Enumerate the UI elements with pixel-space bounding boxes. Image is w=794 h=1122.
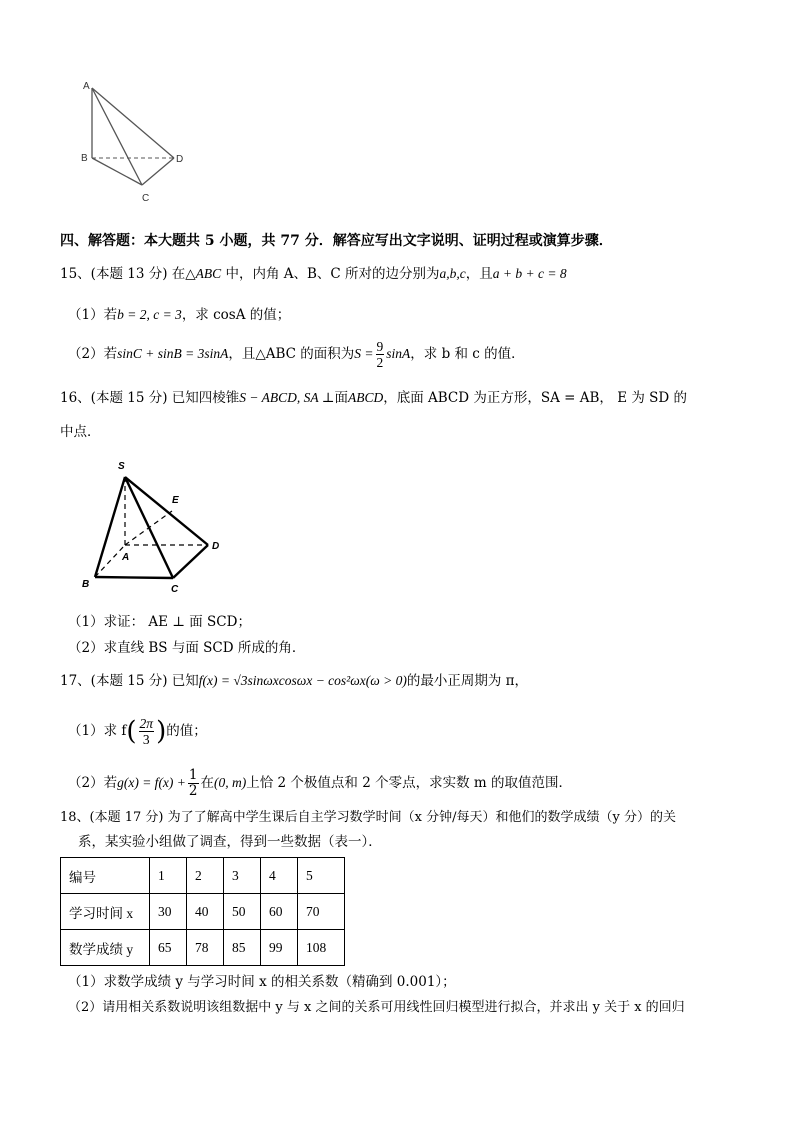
table-cell: 学习时间 x [61,894,150,930]
section-heading: 四、解答题：本大题共 5 小题，共 77 分．解答应写出文字说明、证明过程或演算步骤． [60,233,613,249]
q18-stem-line1: 18、(本题 17 分) 为了了解高中学生课后自主学习数学时间（x 分钟/每天）和他们的数学成绩（y 分）的关 [60,810,676,825]
q18-part2: （2）请用相关系数说明该组数据中 y 与 x 之间的关系可用线性回归模型进行拟合，并求出 y 关于 x 的回归 [68,1000,685,1015]
q17-stem: 17、(本题 15 分) 已知f(x) = √3sinωxcosωx − cos²ωx(ω > 0)的最小正周期为 π， [60,673,529,689]
table-cell: 85 [224,930,261,966]
label-B: B [81,153,88,164]
label-C: C [171,584,179,595]
q18-stem-line2: 系，某实验小组做了调查，得到一些数据（表一）． [78,834,382,850]
q17-part1: （1）求 f( $\frac{2\pi}{3}$ )的值； [68,716,207,747]
table-cell: 30 [150,894,187,930]
table-row [61,930,345,966]
table-cell: 数学成绩 y [61,930,150,966]
table-cell: 1 [150,858,187,894]
label-A: A [83,81,90,92]
data-table [60,857,345,966]
tetrahedron-figure [70,75,200,210]
table-cell: 2 [187,858,224,894]
label-D: D [176,154,184,165]
table-cell: 108 [298,930,345,966]
table-cell: 4 [261,858,298,894]
table-row [61,894,345,930]
table-cell: 70 [298,894,345,930]
table-cell: 40 [187,894,224,930]
q16-part2: （2）求直线 BS 与面 SCD 所成的角． [68,640,306,656]
q15-part1: （1）若b = 2, c = 3，求 cosA 的值； [68,307,291,323]
q17-part2: （2）若g(x) = f(x) + $\frac{1}{2}$ 在(0, m)上恰 2 个极值点和 2 个零点，求实数 m 的取值范围． [68,767,572,799]
q18-part1: （1）求数学成绩 y 与学习时间 x 的相关系数（精确到 0.001）； [68,974,456,990]
label-S: S [118,461,125,472]
label-B: B [82,579,90,590]
table-cell: 50 [224,894,261,930]
label-C: C [142,193,150,204]
table-cell: 3 [224,858,261,894]
q16-stem-line1: 16、(本题 15 分) 已知四棱锥S − ABCD, SA ⊥面ABCD，底面 ABCD 为正方形，SA = AB， E 为 SD 的 [60,390,688,406]
q15-stem: 15、(本题 13 分) 在△ABC 中，内角 A、B、C 所对的边分别为a,b,c，且a + b + c = 8 [60,266,567,282]
table-cell: 78 [187,930,224,966]
table-cell: 60 [261,894,298,930]
table-cell: 5 [298,858,345,894]
table-cell: 99 [261,930,298,966]
pyramid-figure [75,455,235,600]
table-cell: 65 [150,930,187,966]
table-cell: 编号 [61,858,150,894]
label-A: A [122,552,130,563]
label-E: E [172,495,179,506]
q16-part1: （1）求证： AE ⊥ 面 SCD； [68,614,251,630]
label-D: D [212,541,220,552]
q15-part2: （2）若sinC + sinB = 3sinA，且△ABC 的面积为S = $\frac{9}{2}$ sinA，求 b 和 c 的值． [68,339,525,370]
table-row [61,858,345,894]
q16-stem-line2: 中点． [60,424,101,440]
